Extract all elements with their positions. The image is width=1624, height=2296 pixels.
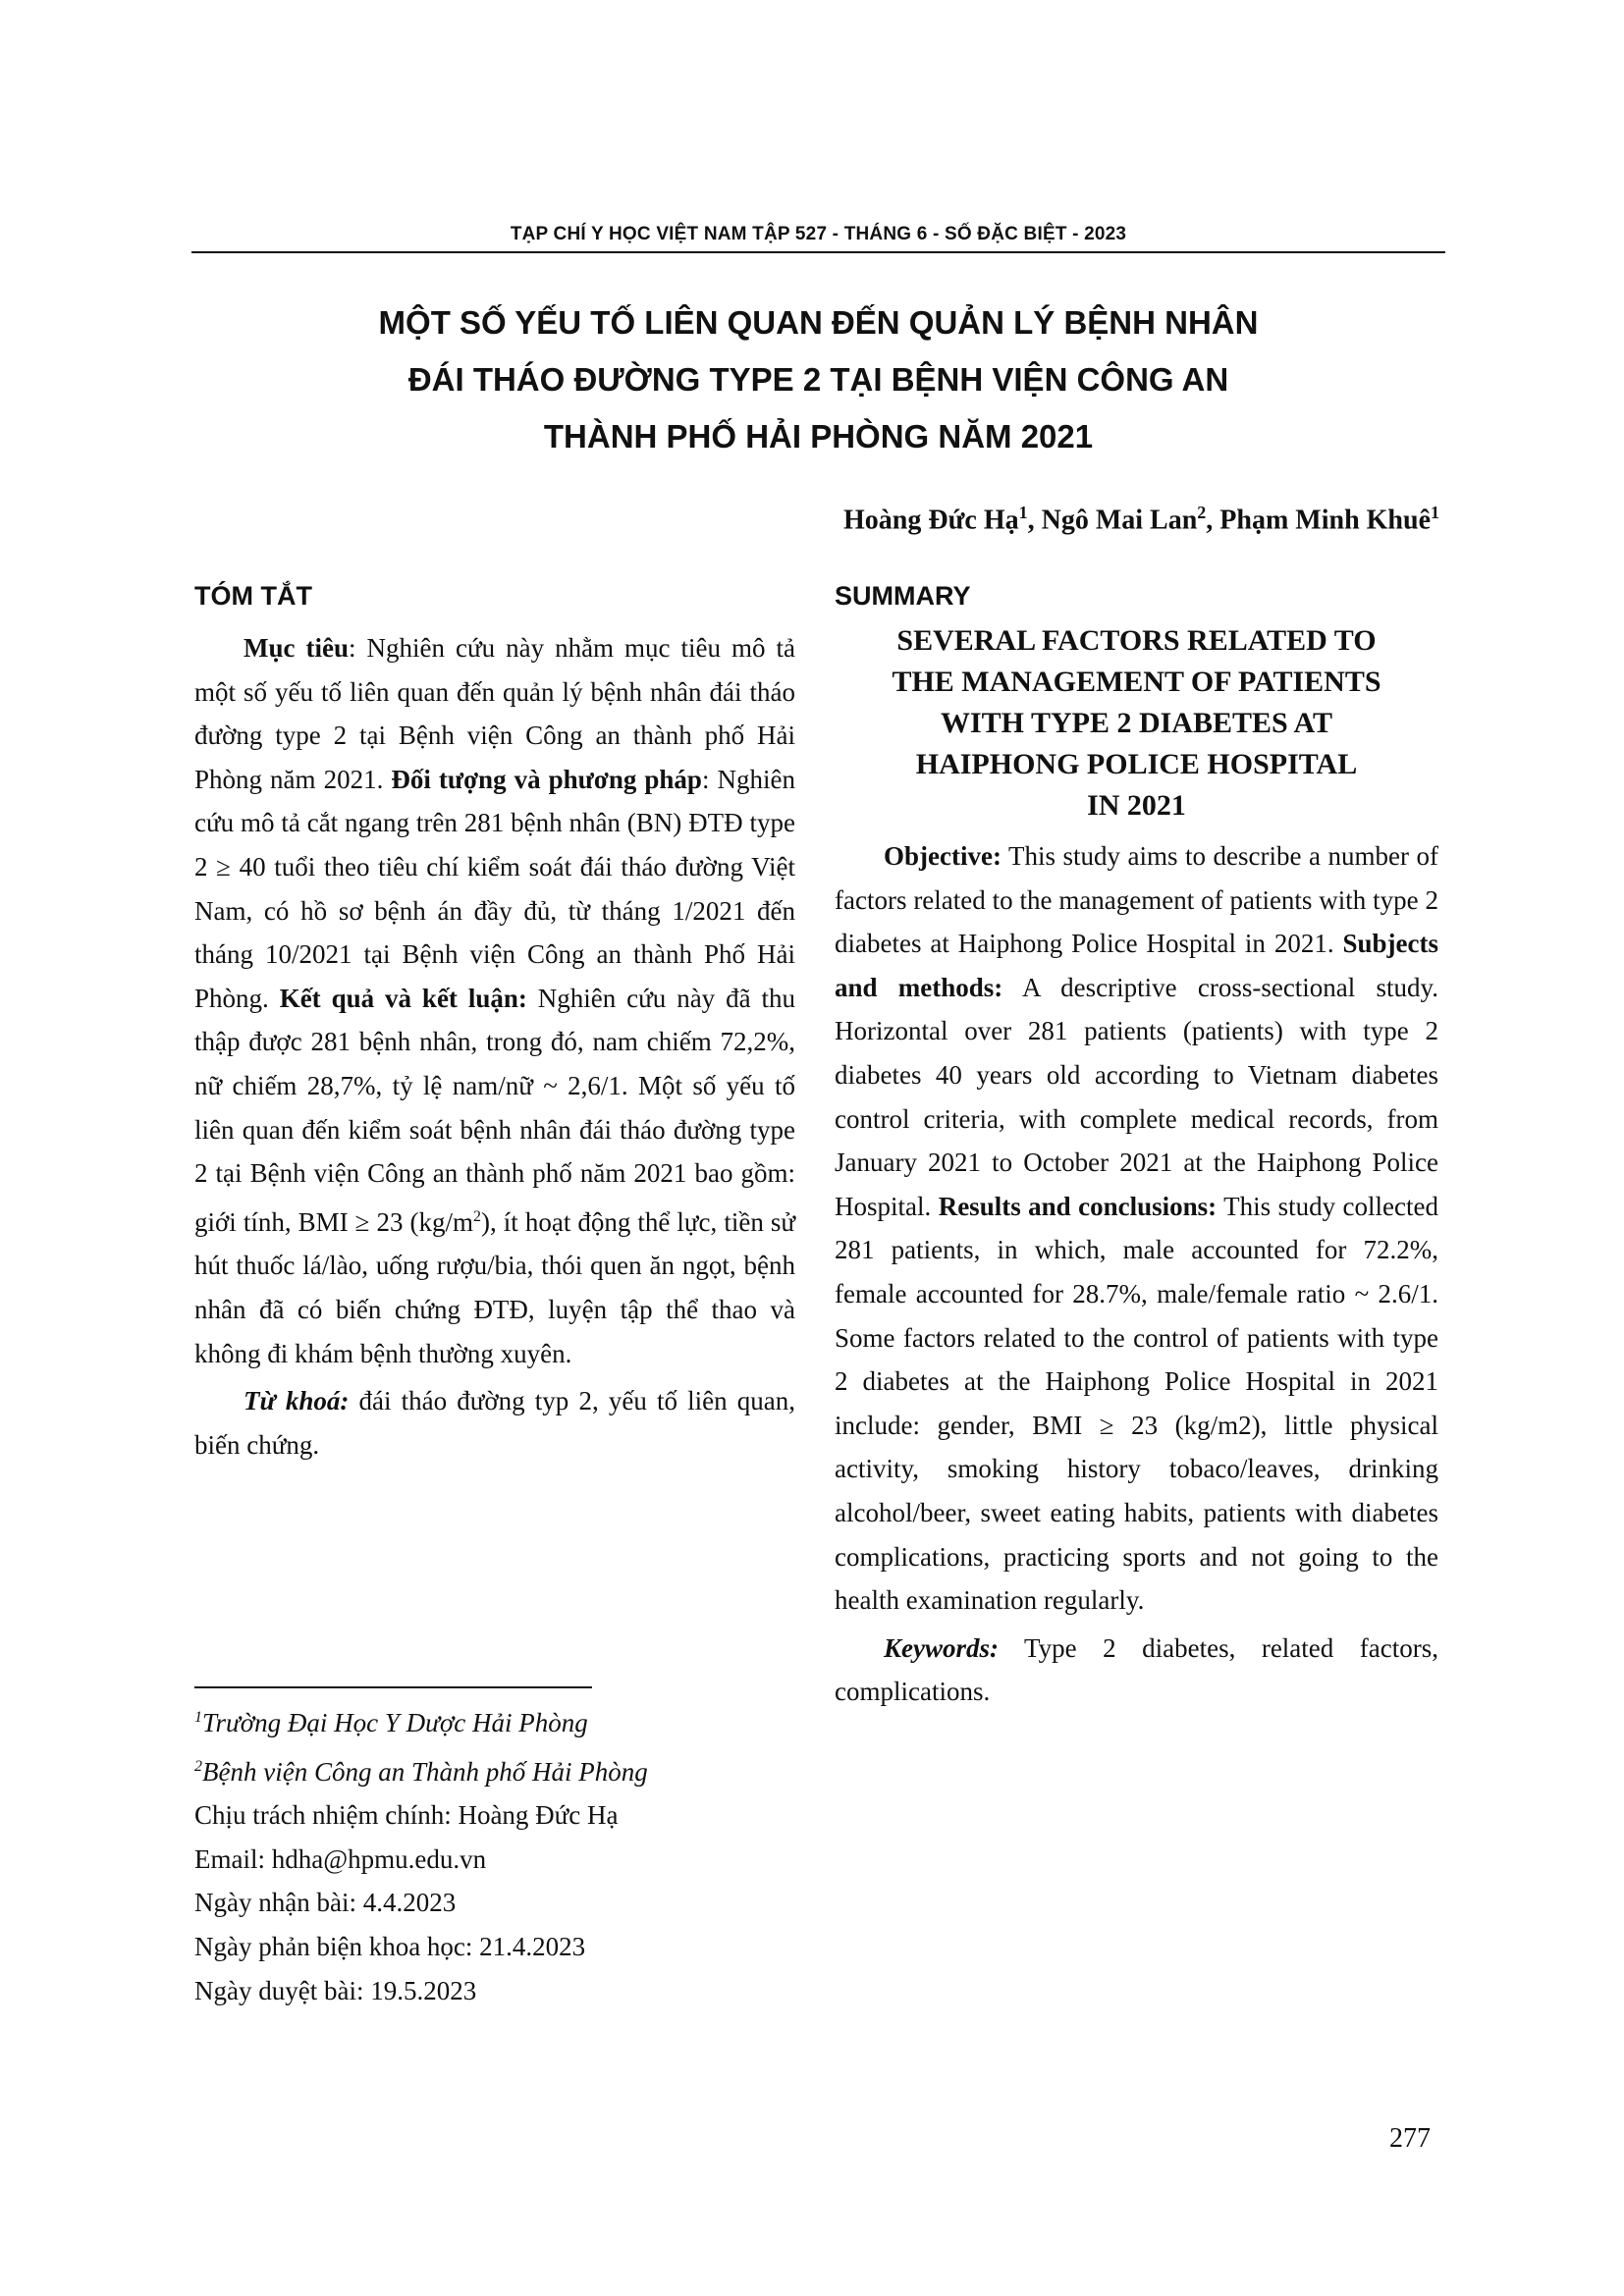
corresponding-author: Chịu trách nhiệm chính: Hoàng Đức Hạ [194, 1800, 619, 1831]
affiliation-text: Trường Đại Học Y Dược Hải Phòng [202, 1708, 588, 1737]
methods-text: : Nghiên cứu mô tả cắt ngang trên 281 bệnh nhân (BN) ĐTĐ type 2 ≥ 40 tuổi theo tiêu chí kiểm soát đái tháo đường Việt Nam, có hồ sơ bệnh án đầy đủ, từ tháng 1/2021 đến tháng 10/2021 tại Bệnh viện Công an thành Phố Hải Phòng. [194, 764, 795, 1013]
results-label: Kết quả và kết luận: [279, 983, 527, 1013]
keywords-text: Type 2 diabetes, related factors, complications. [835, 1632, 1438, 1707]
author-list [843, 503, 1439, 536]
en-title-line-3: WITH TYPE 2 DIABETES AT [940, 707, 1332, 739]
results-text: This study collected 281 patients, in which, male accounted for 72.2%, female accounted for 28.7%, male/female ratio ~ 2.6/1. Some factors related to the control of patients with type 2 diabetes at the Haiphong Police Hospital in 2021 include: gender, BMI ≥ 23 (kg/m2), little physical activity, smoking history tobaco/leaves, drinking alcohol/beer, sweet eating habits, patients with diabetes complications, practicing sports and not going to the health examination regularly. [835, 1191, 1438, 1616]
en-abstract-body [835, 834, 1438, 1623]
objective-label: Objective: [884, 841, 1001, 871]
affiliation-mark: 1 [194, 1709, 202, 1726]
title-line-2: ĐÁI THÁO ĐƯỜNG TYPE 2 TẠI BỆNH VIỆN CÔNG AN [407, 361, 1229, 398]
footnotes [194, 1696, 823, 2012]
en-abstract-heading: SUMMARY [835, 581, 971, 611]
author-affiliation-mark: 1 [1431, 503, 1439, 522]
superscript: 2 [473, 1207, 482, 1225]
en-title-line-1: SEVERAL FACTORS RELATED TO [896, 624, 1377, 657]
author-affiliation-mark: 1 [1018, 503, 1028, 522]
author-name: Phạm Minh Khuê [1219, 505, 1431, 536]
date-reviewed: Ngày phản biện khoa học: 21.4.2023 [194, 1931, 586, 1961]
affiliation-mark: 2 [194, 1757, 202, 1775]
affiliation-1 [194, 1696, 823, 1745]
methods-label: Đối tượng và phương pháp [391, 764, 702, 794]
objective-label: Mục tiêu [244, 633, 349, 663]
author-name: Hoàng Đức Hạ [843, 505, 1019, 536]
email: Email: hdha@hpmu.edu.vn [194, 1843, 487, 1874]
results-text-cont: ), ít hoạt động thể lực, tiền sử hút thuốc lá/lào, uống rượu/bia, thói quen ăn ngọt, bệnh nhân đã có biến chứng ĐTĐ, luyện tập thể thao và không đi khám bệnh thường xuyên. [194, 1206, 795, 1368]
keywords-label: Từ khoá: [244, 1386, 350, 1416]
en-title-line-5: IN 2021 [1087, 789, 1186, 822]
results-label: Results and conclusions: [938, 1191, 1218, 1221]
en-title-line-4: HAIPHONG POLICE HOSPITAL [915, 748, 1358, 780]
en-title-line-2: THE MANAGEMENT OF PATIENTS [892, 666, 1381, 698]
en-abstract [835, 834, 1438, 1714]
vi-abstract-body [194, 626, 795, 1375]
affiliation-text: Bệnh viện Công an Thành phố Hải Phòng [202, 1756, 648, 1787]
author-affiliation-mark: 2 [1197, 503, 1207, 522]
keywords-text: đái tháo đường typ 2, yếu tố liên quan, biến chứng. [194, 1386, 795, 1460]
author-separator: , [1027, 505, 1042, 536]
results-text: Nghiên cứu này đã thu thập được 281 bệnh nhân, trong đó, nam chiếm 72,2%, nữ chiếm 28,7%, tỷ lệ nam/nữ ~ 2,6/1. Một số yếu tố liên quan đến kiểm soát bệnh nhân đái tháo đường type 2 tại Bệnh viện Công an thành phố năm 2021 bao gồm: giới tính, BMI ≥ 23 (kg/m [194, 983, 795, 1237]
objective-text: This study aims to describe a number of factors related to the management of patients with type 2 diabetes at Haiphong Police Hospital in 2021. [835, 841, 1438, 959]
article-title [191, 294, 1445, 465]
methods-text: A descriptive cross-sectional study. Horizontal over 281 patients (patients) with type 2 diabetes 40 years old according to Vietnam diabetes control criteria, with complete medical records, from January 2021 to October 2021 at the Haiphong Police Hospital. [835, 972, 1438, 1221]
vi-abstract [194, 626, 795, 1467]
journal-header: TẠP CHÍ Y HỌC VIỆT NAM TẬP 527 - THÁNG 6 - SỐ ĐẶC BIỆT - 2023 [510, 224, 1127, 244]
footnote-rule [194, 1686, 592, 1688]
affiliation-2 [194, 1745, 823, 1794]
page-number: 277 [1389, 2123, 1431, 2154]
en-article-title [835, 620, 1438, 827]
header-rule [191, 251, 1445, 253]
methods-label: Subjects and methods: [835, 929, 1438, 1002]
vi-abstract-heading: TÓM TẮT [194, 581, 312, 611]
vi-keywords [194, 1379, 795, 1467]
date-approved: Ngày duyệt bài: 19.5.2023 [194, 1975, 477, 2005]
author-name: Ngô Mai Lan [1041, 505, 1198, 536]
title-line-1: MỘT SỐ YẾU TỐ LIÊN QUAN ĐẾN QUẢN LÝ BỆNH NHÂN [378, 304, 1259, 341]
author-separator: , [1206, 505, 1220, 536]
keywords-label: Keywords: [884, 1632, 999, 1663]
title-line-3: THÀNH PHỐ HẢI PHÒNG NĂM 2021 [543, 418, 1094, 454]
en-keywords [835, 1627, 1438, 1714]
objective-text: : Nghiên cứu này nhằm mục tiêu mô tả một số yếu tố liên quan đến quản lý bệnh nhân đái tháo đường type 2 tại Bệnh viện Công an thành phố Hải Phòng năm 2021. [194, 633, 796, 794]
date-received: Ngày nhận bài: 4.4.2023 [194, 1888, 457, 1918]
